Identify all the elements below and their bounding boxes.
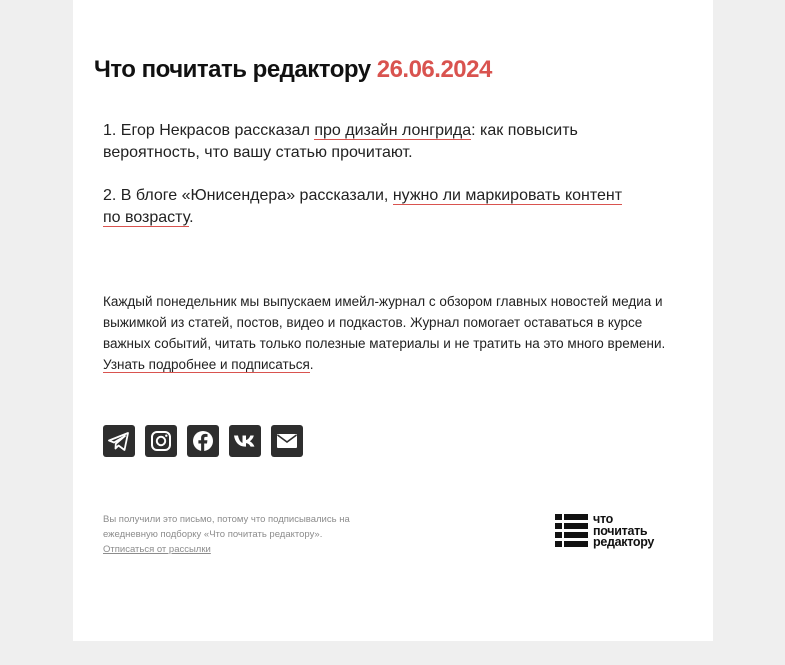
logo-line: редактору <box>593 535 655 549</box>
social-links <box>103 425 303 457</box>
about-text: Каждый понедельник мы выпускаем имейл-журнал с обзором главных новостей медиа и выжимкой из статей, постов, видео и подкастов. Журнал помогает оставаться в курсе важных событий, читать только полезные материалы и не тратить на это много времени. <box>103 294 666 351</box>
logo-mark-icon <box>555 514 588 548</box>
instagram-icon <box>145 425 177 457</box>
title-text: Что почитать редактору <box>94 56 371 83</box>
telegram-icon <box>103 425 135 457</box>
logo-line: что <box>593 512 613 526</box>
logo-wordmark <box>593 514 654 549</box>
subscribe-link[interactable]: Узнать подробнее и подписаться <box>103 357 310 372</box>
facebook-icon <box>187 425 219 457</box>
article-link[interactable]: про дизайн лонгрида <box>314 122 472 139</box>
facebook-button[interactable] <box>187 425 219 457</box>
page-title <box>94 56 492 84</box>
email-icon <box>271 425 303 457</box>
logo-line: почитать <box>593 523 648 538</box>
email-card <box>73 0 713 641</box>
about-suffix: . <box>309 357 314 372</box>
footer-notice-text: Вы получили это письмо, потому что подписывались на ежедневную подборку «Что почитать редактору». <box>103 514 350 540</box>
item-text: 2. В блоге «Юнисендера» рассказали, <box>103 187 393 204</box>
list-item <box>103 185 643 229</box>
about-paragraph <box>103 291 693 375</box>
instagram-button[interactable] <box>145 425 177 457</box>
email-button[interactable] <box>271 425 303 457</box>
vk-icon <box>229 425 261 457</box>
title-date: 26.06.2024 <box>376 56 492 83</box>
telegram-button[interactable] <box>103 425 135 457</box>
vk-button[interactable] <box>229 425 261 457</box>
item-text: : как повысить вероятность, что вашу статью прочитают. <box>103 122 578 161</box>
item-text: 1. Егор Некрасов рассказал <box>103 122 315 139</box>
list-item <box>103 120 643 164</box>
logo <box>555 514 654 549</box>
article-link[interactable]: нужно ли маркировать контент по возрасту <box>103 187 623 226</box>
footer-notice <box>103 512 383 557</box>
unsubscribe-link[interactable]: Отписаться от рассылки <box>103 544 211 555</box>
item-text: . <box>189 209 194 226</box>
